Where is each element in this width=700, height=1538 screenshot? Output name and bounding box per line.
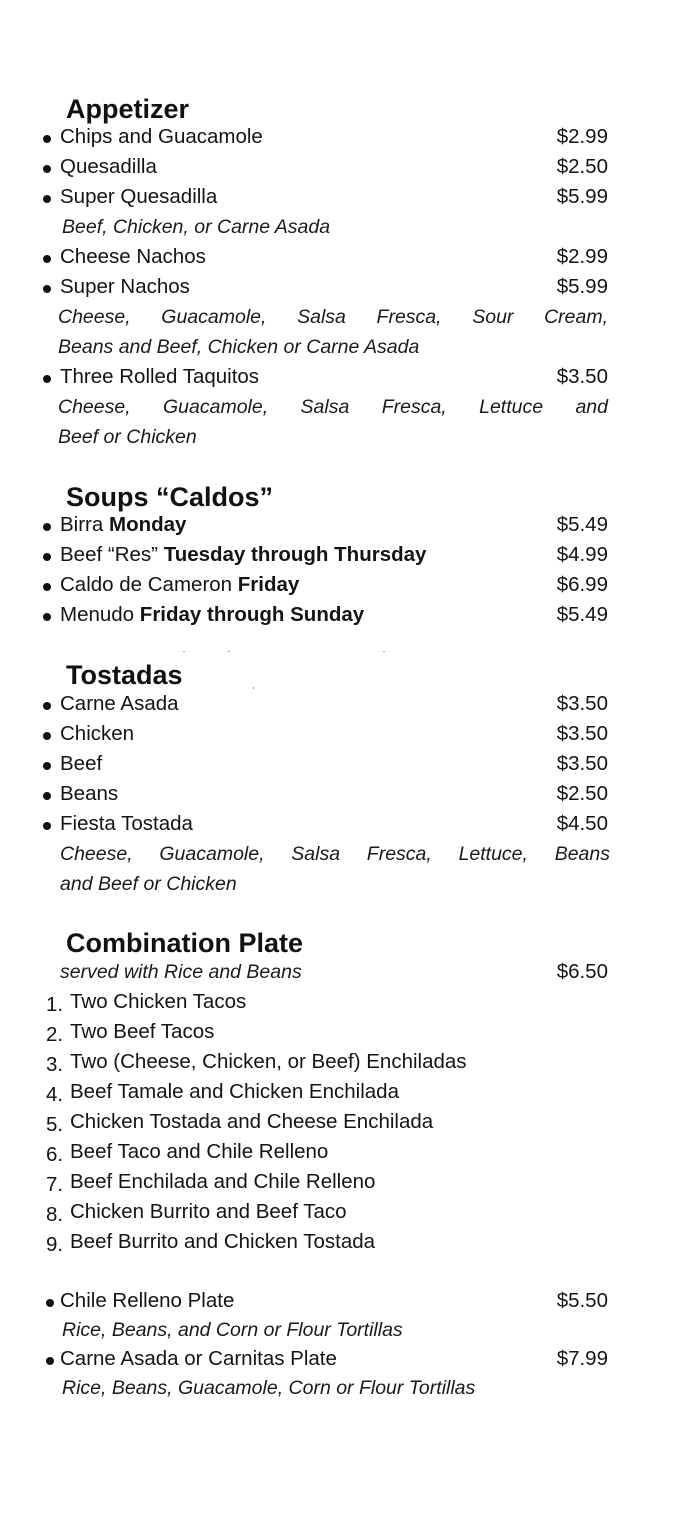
menu-item (40, 779, 608, 809)
menu-item (40, 540, 608, 570)
item-description: Beef or Chicken (58, 426, 197, 448)
combo-option (40, 1197, 608, 1227)
section-heading-appetizer: Appetizer (66, 94, 190, 124)
item-price: $2.50 (556, 782, 608, 805)
item-name: Super Quesadilla (60, 185, 218, 208)
bullet-icon (43, 702, 51, 710)
item-price: $3.50 (556, 722, 608, 745)
bullet-icon (43, 165, 51, 173)
combo-name: Two Chicken Tacos (70, 990, 247, 1013)
item-name: Super Nachos (60, 275, 190, 298)
scan-speck (183, 651, 185, 652)
bullet-icon (43, 583, 51, 591)
menu-item (40, 600, 608, 630)
combo-option (40, 1107, 608, 1137)
menu-item (40, 122, 608, 152)
section-heading-tostadas: Tostadas (66, 660, 183, 690)
combo-option (40, 1227, 608, 1257)
menu-item (40, 182, 608, 212)
bullet-icon (43, 255, 51, 263)
item-name: Beans (60, 782, 119, 805)
combo-option (40, 1077, 608, 1107)
item-name: Chile Relleno Plate (60, 1289, 235, 1312)
item-price: $3.50 (556, 692, 608, 715)
combination-subtitle: served with Rice and Beans (60, 961, 302, 983)
combo-name: Beef Burrito and Chicken Tostada (70, 1230, 376, 1253)
item-price: $5.50 (556, 1289, 608, 1312)
combination-price: $6.50 (556, 960, 608, 983)
item-description: and Beef or Chicken (60, 873, 237, 895)
item-name: Three Rolled Taquitos (60, 365, 260, 388)
item-price: $5.49 (556, 603, 608, 626)
item-name: Beef (60, 752, 103, 775)
bullet-icon (43, 285, 51, 293)
item-name: Birra Monday (60, 513, 187, 536)
menu-item (40, 152, 608, 182)
combo-number: 8. (46, 1203, 64, 1226)
item-days: Tuesday through Thursday (163, 543, 427, 566)
combo-number: 2. (46, 1023, 64, 1046)
combo-option (40, 1047, 608, 1077)
bullet-icon (43, 135, 51, 143)
item-price: $5.99 (556, 275, 608, 298)
item-price: $4.50 (556, 812, 608, 835)
combo-name: Two (Cheese, Chicken, or Beef) Enchiladas (70, 1050, 467, 1073)
menu-item (40, 362, 608, 392)
combo-name: Chicken Tostada and Cheese Enchilada (70, 1110, 434, 1133)
menu-item (40, 719, 608, 749)
item-price: $3.50 (556, 752, 608, 775)
combo-number: 1. (46, 993, 64, 1016)
bullet-icon (43, 613, 51, 621)
item-name: Menudo Friday through Sunday (60, 603, 365, 626)
combo-option (40, 1167, 608, 1197)
item-name: Cheese Nachos (60, 245, 206, 268)
bullet-icon (43, 792, 51, 800)
item-price: $6.99 (556, 573, 608, 596)
item-price: $2.50 (556, 155, 608, 178)
menu-item (40, 570, 608, 600)
bullet-icon (43, 553, 51, 561)
combo-option (40, 987, 608, 1017)
combo-name: Two Beef Tacos (70, 1020, 215, 1043)
combo-number: 9. (46, 1233, 64, 1256)
menu-item (40, 242, 608, 272)
bullet-icon (46, 1299, 54, 1307)
section-heading-soups: Soups “Caldos” (66, 482, 274, 512)
item-description: Cheese, Guacamole, Salsa Fresca, Sour Cream, (58, 306, 608, 328)
combo-name: Beef Taco and Chile Relleno (70, 1140, 329, 1163)
bullet-icon (43, 762, 51, 770)
bullet-icon (46, 1357, 54, 1365)
combo-number: 5. (46, 1113, 64, 1136)
item-name: Quesadilla (60, 155, 157, 178)
section-heading-combination: Combination Plate (66, 928, 304, 958)
menu-item (40, 1344, 608, 1374)
menu-item (40, 272, 608, 302)
item-description: Cheese, Guacamole, Salsa Fresca, Lettuce, Beans (60, 843, 610, 865)
item-description: Rice, Beans, Guacamole, Corn or Flour Tortillas (62, 1377, 476, 1399)
combo-name: Chicken Burrito and Beef Taco (70, 1200, 347, 1223)
combo-number: 6. (46, 1143, 64, 1166)
item-description: Beef, Chicken, or Carne Asada (62, 216, 331, 238)
combo-option (40, 1017, 608, 1047)
scan-speck (228, 651, 230, 652)
menu-item (40, 510, 608, 540)
item-price: $2.99 (556, 245, 608, 268)
combo-number: 4. (46, 1083, 64, 1106)
combo-number: 7. (46, 1173, 64, 1196)
combination-subtitle-row (40, 957, 608, 987)
item-price: $7.99 (556, 1347, 608, 1370)
item-name: Beef “Res” Tuesday through Thursday (60, 543, 427, 566)
menu-item (40, 809, 608, 839)
item-name: Chicken (60, 722, 135, 745)
item-days: Friday (237, 573, 300, 596)
item-name: Fiesta Tostada (60, 812, 193, 835)
menu-item (40, 749, 608, 779)
item-price: $3.50 (556, 365, 608, 388)
scan-speck (383, 651, 385, 652)
bullet-icon (43, 822, 51, 830)
item-days: Monday (109, 513, 187, 536)
bullet-icon (43, 195, 51, 203)
item-description: Rice, Beans, and Corn or Flour Tortillas (62, 1319, 403, 1341)
item-name: Carne Asada (60, 692, 179, 715)
item-name: Carne Asada or Carnitas Plate (60, 1347, 337, 1370)
item-description: Beans and Beef, Chicken or Carne Asada (58, 336, 420, 358)
combo-number: 3. (46, 1053, 64, 1076)
combo-name: Beef Enchilada and Chile Relleno (70, 1170, 376, 1193)
combo-option (40, 1137, 608, 1167)
item-price: $2.99 (556, 125, 608, 148)
item-description: Cheese, Guacamole, Salsa Fresca, Lettuce and (58, 396, 608, 418)
item-price: $5.49 (556, 513, 608, 536)
combo-name: Beef Tamale and Chicken Enchilada (70, 1080, 399, 1103)
item-price: $5.99 (556, 185, 608, 208)
item-name: Caldo de Cameron Friday (60, 573, 300, 596)
bullet-icon (43, 523, 51, 531)
item-days: Friday through Sunday (139, 603, 365, 626)
menu-item (40, 1286, 608, 1316)
menu-item (40, 689, 608, 719)
item-name: Chips and Guacamole (60, 125, 263, 148)
bullet-icon (43, 732, 51, 740)
item-price: $4.99 (556, 543, 608, 566)
bullet-icon (43, 375, 51, 383)
